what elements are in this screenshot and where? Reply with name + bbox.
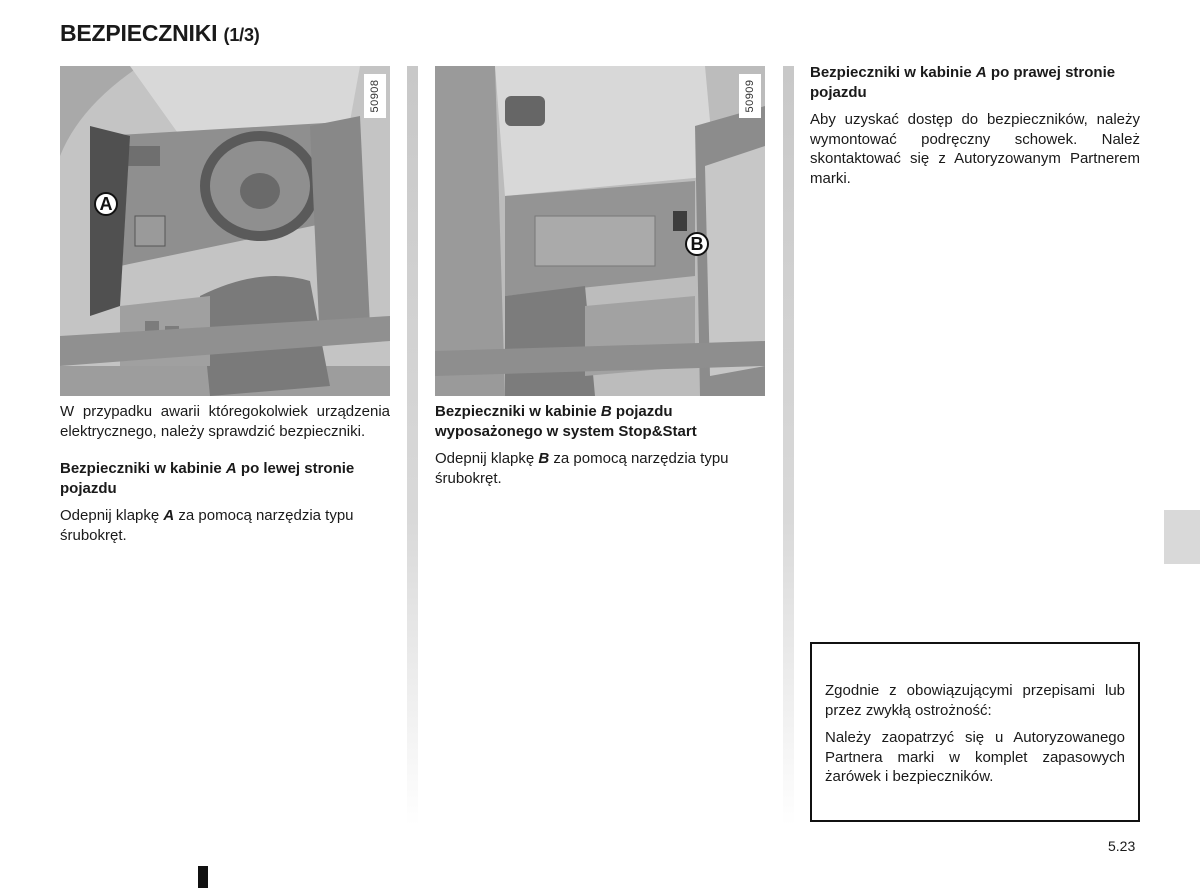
callout-label-b: B (685, 232, 709, 256)
access-paragraph: Aby uzyskać dostęp do bezpieczników, należy wymontować podręczny schowek. Należ skontaktować się z Autoryzowanym Partnerem marki. (810, 111, 1140, 187)
section-heading-left-fuses (60, 459, 390, 498)
body-text: Odepnij klapkę (60, 507, 164, 524)
figure-reference-number (364, 74, 386, 118)
column3-text (810, 63, 1140, 196)
column-divider-left (407, 66, 418, 826)
heading-text: Bezpieczniki w kabinie (435, 403, 601, 420)
page-title (60, 20, 260, 47)
heading-text: po prawej stronie pojazdu (810, 64, 1116, 101)
heading-text: Bezpieczniki w kabinie (810, 64, 976, 81)
passenger-cabin-drawing (435, 66, 765, 396)
column-divider-right (783, 66, 794, 826)
column1-text (60, 402, 390, 553)
page-title-part: (1/3) (223, 25, 260, 45)
heading-text: pojazdu wyposażonego w system Stop&Start (435, 403, 697, 440)
figure-reference-number (739, 74, 761, 118)
body-letter: A (163, 507, 175, 524)
illustration-driver-side (60, 66, 390, 396)
chapter-tab (1164, 510, 1200, 564)
heading-text: po lewej stronie pojazdu (60, 460, 355, 497)
illustration-passenger-side (435, 66, 765, 396)
edge-marker (198, 866, 208, 888)
notice-line-1: Zgodnie z obowiązującymi przepisami lub przez zwykłą ostrożność: (825, 682, 1125, 719)
intro-paragraph: W przypadku awarii któregokolwiek urządzenia elektrycznego, należy sprawdzić bezpieczniki. (60, 403, 390, 440)
instruction-paragraph (435, 449, 765, 488)
section-heading-right-fuses (810, 63, 1140, 102)
figure-reference-number-text: 50909 (744, 79, 756, 113)
instruction-paragraph (60, 506, 390, 545)
heading-letter: A (225, 460, 237, 477)
page-number: 5.23 (1108, 838, 1136, 854)
column2-text (435, 402, 765, 496)
heading-letter: B (600, 403, 612, 420)
body-letter: B (538, 450, 550, 467)
notice-box (810, 642, 1140, 822)
body-text: Odepnij klapkę (435, 450, 539, 467)
figure-reference-number-text: 50908 (369, 79, 381, 113)
callout-label-a: A (94, 192, 118, 216)
section-heading-cabin-b-fuses (435, 402, 765, 441)
driver-cabin-drawing (60, 66, 390, 396)
body-text: za pomocą narzędzia typu śrubokręt. (60, 507, 354, 544)
body-text: za pomocą narzędzia typu śrubokręt. (435, 450, 729, 487)
page-title-text: BEZPIECZNIKI (60, 20, 218, 46)
heading-letter: A (975, 64, 987, 81)
notice-line-2: Należy zaopatrzyć się u Autoryzowanego Partnera marki w komplet zapasowych żarówek i bezpieczników. (825, 729, 1125, 785)
heading-text: Bezpieczniki w kabinie (60, 460, 226, 477)
